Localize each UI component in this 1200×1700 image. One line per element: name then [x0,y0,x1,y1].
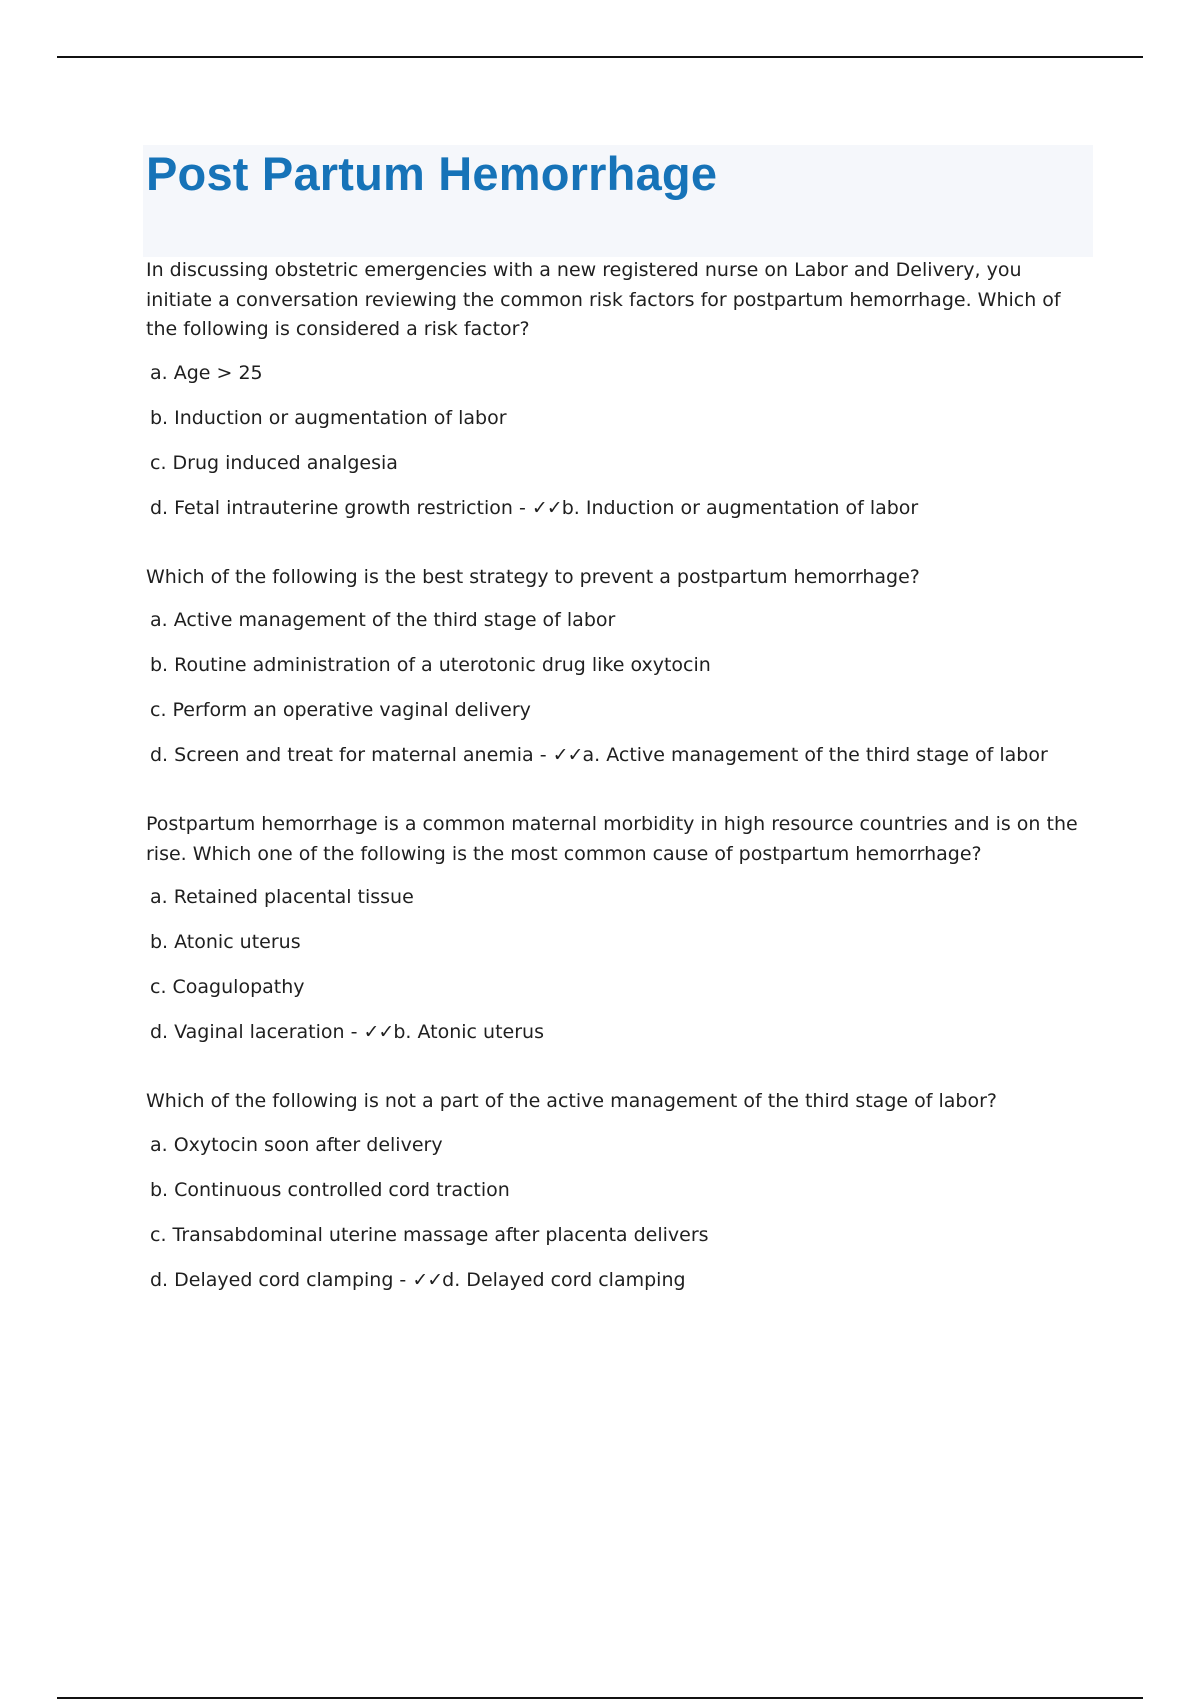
answer-option-text: d. Fetal intrauterine growth restriction - [150,496,532,519]
answer-option-with-answer [150,494,1086,523]
checkmark-icon: ✓✓ [412,1268,443,1291]
answer-option: b. Routine administration of a uterotonic drug like oxytocin [150,654,711,676]
answer-option: b. Induction or augmentation of labor [150,406,507,429]
correct-answer: b. Atonic uterus [393,1021,544,1043]
correct-answer: b. Induction or augmentation of labor [561,496,919,519]
top-rule [57,56,1143,58]
answer-option-with-answer [150,1266,1086,1295]
bottom-rule [57,1697,1143,1699]
question-block [146,563,1086,771]
answer-option: b. Atonic uterus [150,931,301,953]
question-block [146,256,1086,523]
correct-answer: d. Delayed cord clamping [442,1268,686,1291]
answer-option: c. Coagulopathy [150,976,305,998]
question-text: In discussing obstetric emergencies with a new registered nurse on Labor and Delivery, you initiate a conversation reviewing the common risk factors for postpartum hemorrhage. Which of the following is considered a risk factor? [146,259,1061,340]
answer-option: a. Active management of the third stage of labor [150,609,616,631]
question-text: Which of the following is not a part of the active management of the third stage of labor? [146,1090,997,1112]
answer-option: a. Retained placental tissue [150,886,414,908]
answer-option-text: d. Delayed cord clamping - [150,1268,413,1291]
question-text: Postpartum hemorrhage is a common maternal morbidity in high resource countries and is on the rise. Which one of the following is the most common cause of postpartum hemorrhage? [146,813,1078,865]
answer-option-text: d. Vaginal laceration - [150,1021,364,1043]
answer-option: c. Perform an operative vaginal delivery [150,699,531,721]
answer-option: b. Continuous controlled cord traction [150,1178,510,1201]
answer-option-with-answer [150,741,1086,770]
correct-answer: a. Active management of the third stage of labor [582,744,1048,766]
answer-option: a. Oxytocin soon after delivery [150,1133,443,1156]
question-list [146,256,1086,1335]
answer-option-text: d. Screen and treat for maternal anemia - [150,744,553,766]
answer-option: c. Drug induced analgesia [150,451,398,474]
answer-option: c. Transabdominal uterine massage after placenta delivers [150,1223,709,1246]
checkmark-icon: ✓✓ [552,744,583,766]
question-block [146,810,1086,1047]
question-text: Which of the following is the best strategy to prevent a postpartum hemorrhage? [146,565,920,588]
page-title: Post Partum Hemorrhage [146,147,718,200]
checkmark-icon: ✓✓ [531,496,562,519]
checkmark-icon: ✓✓ [363,1021,394,1043]
answer-option-with-answer [150,1018,1086,1047]
answer-option: a. Age > 25 [150,361,263,384]
question-block [146,1087,1086,1295]
